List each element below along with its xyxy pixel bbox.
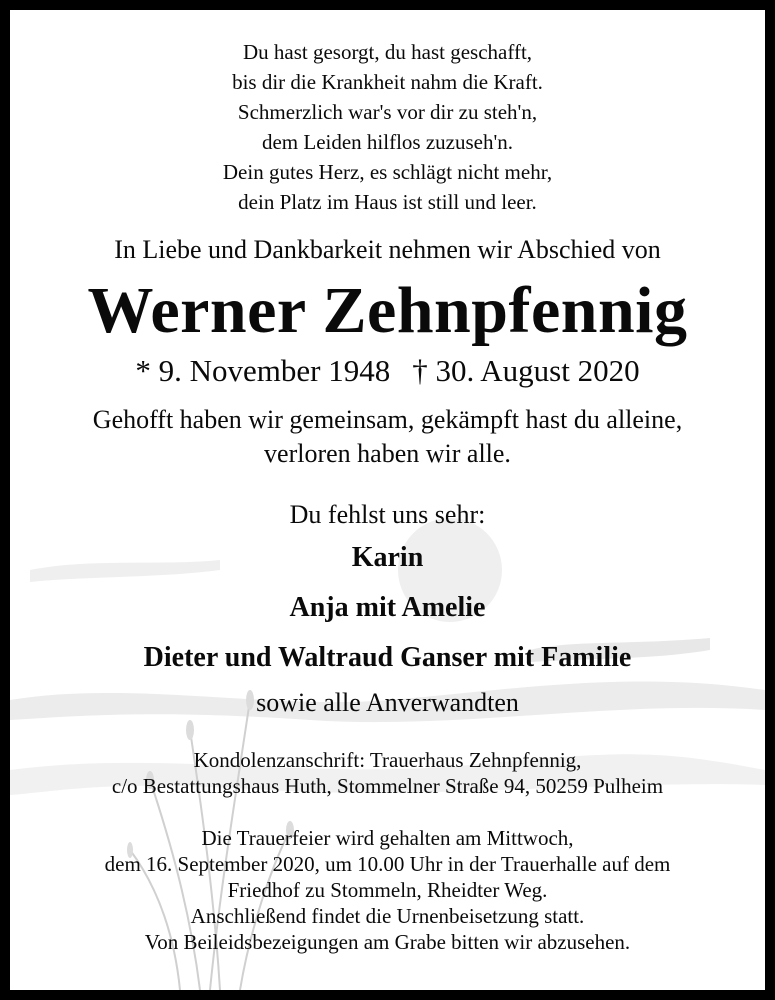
condolence-address-line: Kondolenzanschrift: Trauerhaus Zehnpfennig, bbox=[193, 748, 582, 772]
poem-line: dein Platz im Haus ist still und leer. bbox=[238, 190, 537, 214]
poem-line: Dein gutes Herz, es schlägt nicht mehr, bbox=[222, 160, 553, 184]
ceremony-info-line: dem 16. September 2020, um 10.00 Uhr in der Trauerhalle auf dem bbox=[104, 852, 671, 876]
birth-date: * 9. November 1948 bbox=[135, 353, 391, 388]
death-date: † 30. August 2020 bbox=[412, 353, 640, 388]
quote-line: Gehofft haben wir gemeinsam, gekämpft hast du alleine, bbox=[92, 405, 683, 434]
family-member: Dieter und Waltraud Ganser mit Familie bbox=[143, 642, 632, 673]
family-member: Karin bbox=[351, 542, 424, 573]
ceremony-info-line: Anschließend findet die Urnenbeisetzung statt. bbox=[190, 904, 585, 928]
poem-line: Schmerzlich war's vor dir zu steh'n, bbox=[237, 100, 538, 124]
missing-you-text: Du fehlst uns sehr: bbox=[289, 500, 486, 529]
poem-line: dem Leiden hilflos zuzuseh'n. bbox=[261, 130, 514, 154]
farewell-intro: In Liebe und Dankbarkeit nehmen wir Abschied von bbox=[114, 235, 661, 264]
deceased-name: Werner Zehnpfennig bbox=[87, 274, 688, 347]
condolence-address-line: c/o Bestattungshaus Huth, Stommelner Straße 94, 50259 Pulheim bbox=[111, 774, 664, 798]
ceremony-info-line: Friedhof zu Stommeln, Rheidter Weg. bbox=[227, 878, 548, 902]
relatives-text: sowie alle Anverwandten bbox=[256, 688, 519, 717]
ceremony-info-line: Die Trauerfeier wird gehalten am Mittwoch, bbox=[201, 826, 574, 850]
poem-line: Du hast gesorgt, du hast geschafft, bbox=[242, 40, 533, 64]
ceremony-info-line: Von Beileidsbezeigungen am Grabe bitten wir abzusehen. bbox=[144, 930, 631, 954]
poem-line: bis dir die Krankheit nahm die Kraft. bbox=[232, 70, 543, 94]
quote-line: verloren haben wir alle. bbox=[264, 439, 511, 468]
family-member: Anja mit Amelie bbox=[289, 592, 486, 623]
life-dates bbox=[10, 353, 765, 389]
